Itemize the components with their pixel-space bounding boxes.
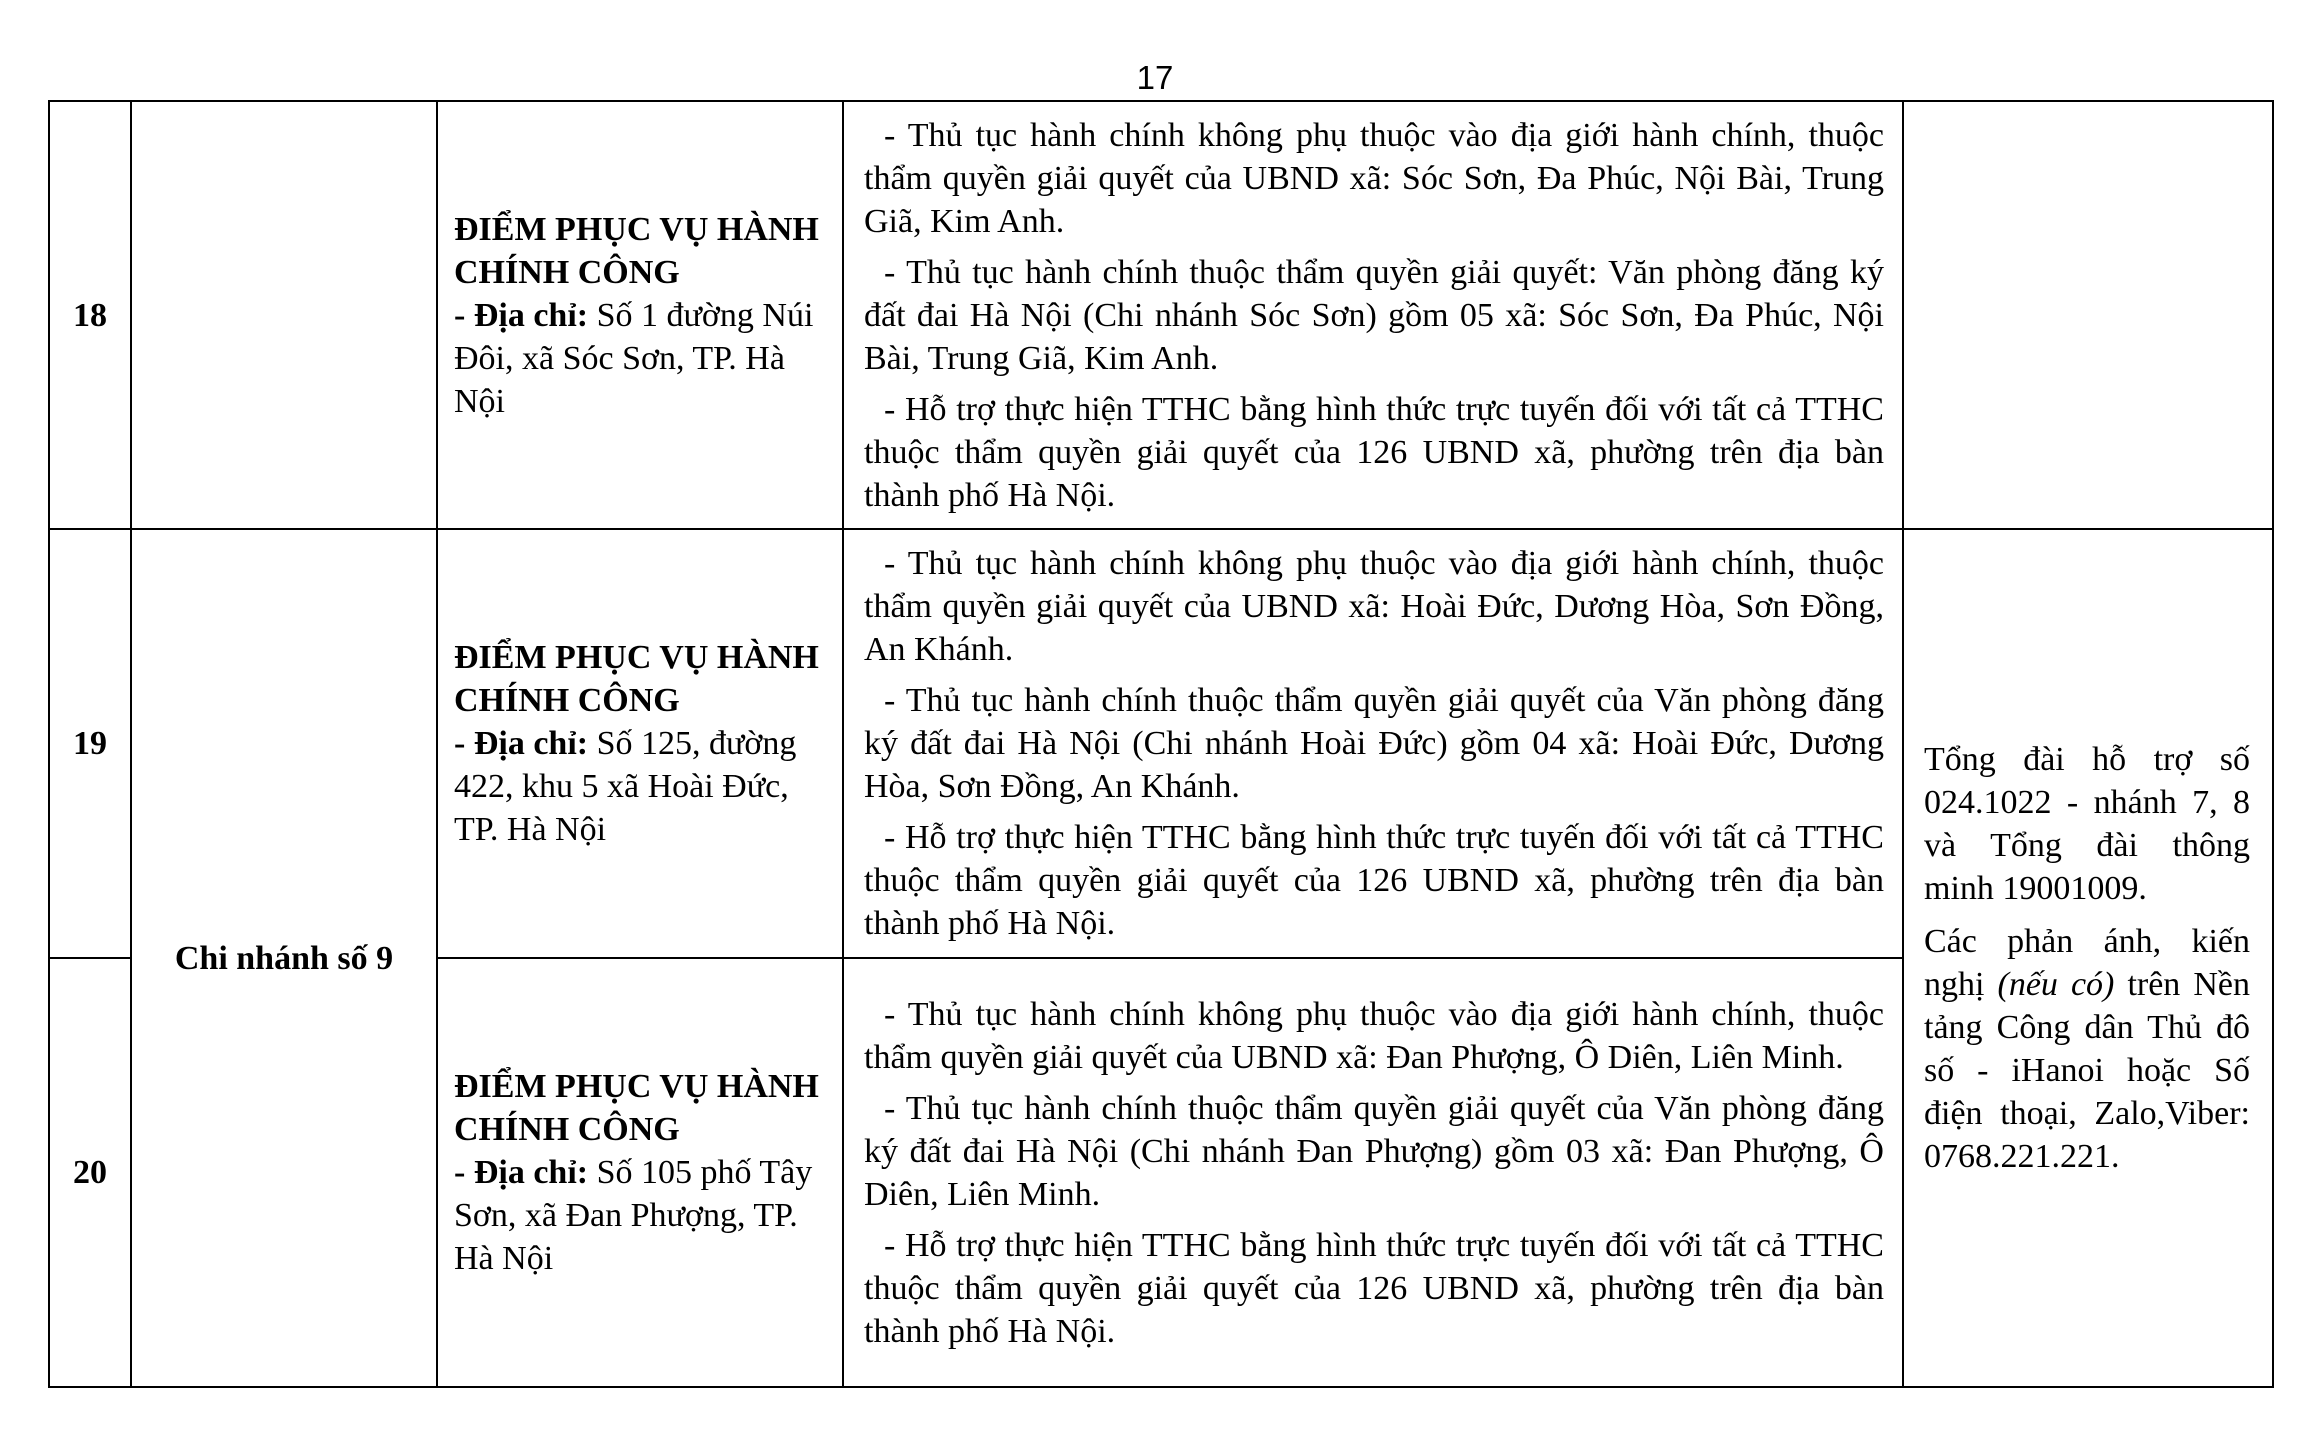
feedback-text [1924, 920, 2250, 1178]
address-label: - Địa chỉ: [454, 1154, 589, 1191]
procedure-paragraph: - Thủ tục hành chính không phụ thuộc vào địa giới hành chính, thuộc thẩm quyền giải quyết của UBND xã: Sóc Sơn, Đa Phúc, Nội Bài, Trung Giã, Kim Anh. [864, 116, 1884, 240]
procedure-content [843, 529, 1903, 958]
branch-name: Chi nhánh số 9 [131, 529, 437, 1387]
address-label: - Địa chỉ: [454, 725, 589, 762]
address-value: Số 125, đường 422, khu 5 xã Hoài Đức, TP. Hà Nội [454, 725, 797, 848]
service-points-table [48, 100, 2274, 1388]
address-value: Số 1 đường Núi Đôi, xã Sóc Sơn, TP. Hà Nội [454, 296, 814, 420]
address-value: Số 105 phố Tây Sơn, xã Đan Phượng, TP. Hà Nội [454, 1154, 813, 1277]
procedure-content [843, 101, 1903, 529]
unit-title: ĐIỂM PHỤC VỤ HÀNH CHÍNH CÔNG [454, 639, 819, 719]
procedure-content [843, 958, 1903, 1387]
procedure-paragraph: - Hỗ trợ thực hiện TTHC bằng hình thức trực tuyến đối với tất cả TTHC thuộc thẩm quyền giải quyết của 126 UBND xã, phường trên địa bàn thành phố Hà Nội. [864, 390, 1884, 514]
unit-cell [437, 529, 843, 958]
table-row [49, 529, 2273, 958]
hotline-text: Tổng đài hỗ trợ số 024.1022 - nhánh 7, 8 và Tổng đài thông minh 19001009. [1924, 741, 2250, 907]
procedure-paragraph: - Hỗ trợ thực hiện TTHC bằng hình thức trực tuyến đối với tất cả TTHC thuộc thẩm quyền giải quyết của 126 UBND xã, phường trên địa bàn thành phố Hà Nội. [864, 1226, 1884, 1350]
branch-cell-empty [131, 101, 437, 529]
row-number: 18 [49, 101, 131, 529]
unit-address [454, 1154, 812, 1277]
row-number: 19 [49, 529, 131, 958]
page-number: 17 [1136, 59, 1174, 96]
unit-title: ĐIỂM PHỤC VỤ HÀNH CHÍNH CÔNG [454, 1068, 819, 1148]
procedure-paragraph: - Thủ tục hành chính không phụ thuộc vào địa giới hành chính, thuộc thẩm quyền giải quyết của UBND xã: Đan Phượng, Ô Diên, Liên Minh. [864, 995, 1884, 1076]
procedure-paragraph: - Hỗ trợ thực hiện TTHC bằng hình thức trực tuyến đối với tất cả TTHC thuộc thẩm quyền giải quyết của 126 UBND xã, phường trên địa bàn thành phố Hà Nội. [864, 819, 1884, 942]
unit-title: ĐIỂM PHỤC VỤ HÀNH CHÍNH CÔNG [454, 210, 819, 291]
address-label: - Địa chỉ: [454, 296, 589, 334]
support-info [1903, 529, 2273, 1387]
unit-address [454, 297, 813, 420]
procedure-paragraph: - Thủ tục hành chính thuộc thẩm quyền giải quyết của Văn phòng đăng ký đất đai Hà Nội (Chi nhánh Đan Phượng) gồm 03 xã: Đan Phượng, Ô Diên, Liên Minh. [864, 1089, 1884, 1213]
feedback-text-end: trên Nền tảng Công dân Thủ đô số - iHanoi hoặc Số điện thoại, Zalo,Viber: 0768.221.221. [1924, 966, 2250, 1175]
feedback-if-any: (nếu có) [1997, 966, 2115, 1003]
feedback-text-start: Các phản ánh, kiến nghị [1924, 923, 2250, 1003]
unit-cell [437, 958, 843, 1387]
support-cell-empty [1903, 101, 2273, 529]
table-row [49, 101, 2273, 529]
procedure-paragraph: - Thủ tục hành chính thuộc thẩm quyền giải quyết: Văn phòng đăng ký đất đai Hà Nội (Chi nhánh Sóc Sơn) gồm 05 xã: Sóc Sơn, Đa Phúc, Nội Bài, Trung Giã, Kim Anh. [864, 253, 1884, 377]
procedure-paragraph: - Thủ tục hành chính không phụ thuộc vào địa giới hành chính, thuộc thẩm quyền giải quyết của UBND xã: Hoài Đức, Dương Hòa, Sơn Đồng, An Khánh. [864, 545, 1884, 668]
row-number: 20 [49, 958, 131, 1387]
unit-address [454, 725, 796, 848]
procedure-paragraph: - Thủ tục hành chính thuộc thẩm quyền giải quyết của Văn phòng đăng ký đất đai Hà Nội (Chi nhánh Hoài Đức) gồm 04 xã: Hoài Đức, Dương Hòa, Sơn Đồng, An Khánh. [864, 682, 1884, 805]
unit-cell [437, 101, 843, 529]
